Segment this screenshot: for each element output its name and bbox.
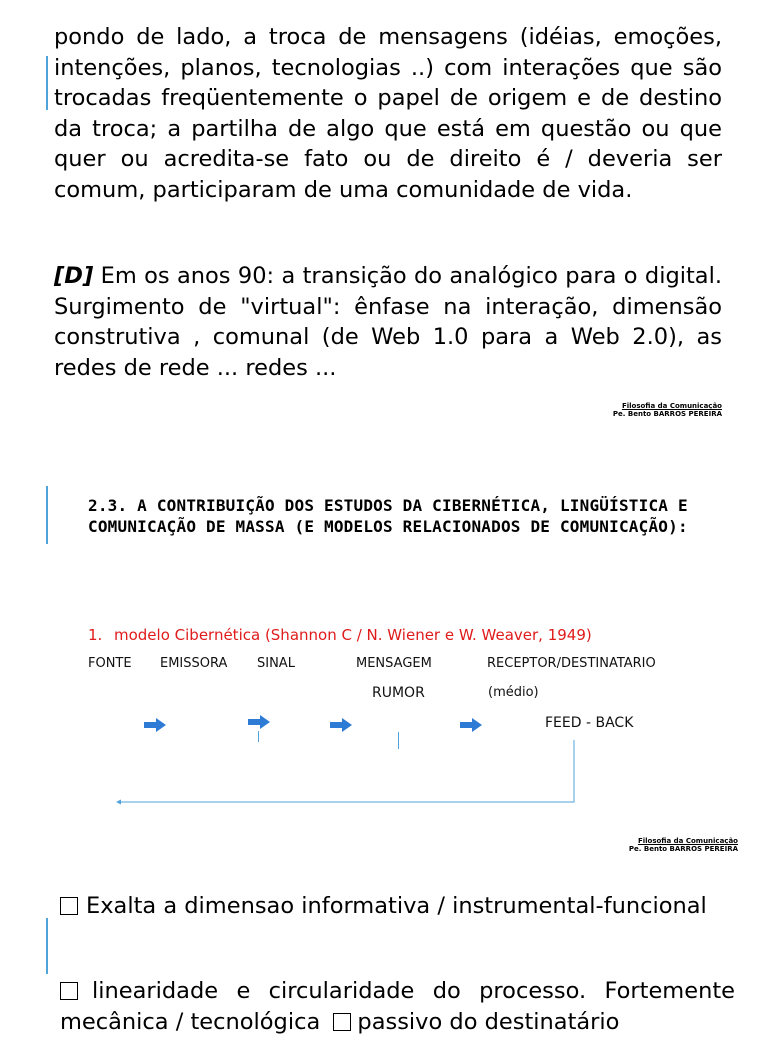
paragraph-communication: pondo de lado, a troca de mensagens (idéias, emoções, intenções, planos, tecnologias ..) com interações que são trocadas freqüentemente o papel de origem e de destino da troca; a partilha de algo que está em questão ou que quer ou acredita-se fato ou de direito é / deveria ser comum, participaram de uma comunidade de vida. xyxy=(54,24,722,203)
credit-block xyxy=(560,402,722,418)
feedback-loop-line xyxy=(110,738,590,810)
label-feedback: FEED - BACK xyxy=(545,715,634,731)
section-title: 2.3. A CONTRIBUIÇÃO DOS ESTUDOS DA CIBERNÉTICA, LINGÜÍSTICA E COMUNICAÇÃO DE MASSA (E MODELOS RELACIONADOS DE COMUNICAÇÃO): xyxy=(88,496,688,536)
checkbox-icon xyxy=(333,1013,351,1031)
label-medio: (médio) xyxy=(488,685,539,700)
label-fonte: FONTE xyxy=(88,656,132,671)
checklist-margin-bar xyxy=(46,918,48,974)
checkbox-icon xyxy=(60,897,78,915)
label-sinal: SINAL xyxy=(257,656,295,671)
checklist-item-text: mecânica / tecnológica xyxy=(60,1008,321,1035)
label-receptor: RECEPTOR/DESTINATARIO xyxy=(487,656,656,671)
arrow-right-icon xyxy=(144,718,166,732)
arrow-right-icon xyxy=(248,715,270,729)
credit-course: Filosofia da Comunicação xyxy=(621,402,722,410)
paragraph-d-tag: [D] xyxy=(54,263,94,289)
arrow-right-icon xyxy=(330,718,352,732)
arrow-right-icon xyxy=(460,718,482,732)
label-rumor: RUMOR xyxy=(372,685,425,701)
paragraph-d-text: Em os anos 90: a transição do analógico para o digital. Surgimento de "virtual": ênfase na interação, dimensão construtiva , comunal (de Web 1.0 para a Web 2.0), as redes de rede ... redes ... xyxy=(54,263,722,381)
checklist-item-text: passivo do destinatário xyxy=(357,1008,620,1035)
model-heading xyxy=(88,626,592,644)
checklist-item-text: linearidade e circularidade do processo. Fortemente xyxy=(92,978,735,1004)
credit-author: Pe. Bento BARROS PEREIRA xyxy=(612,410,722,418)
checklist-item-text: Exalta a dimensao informativa / instrumental-funcional xyxy=(86,893,707,919)
credit-course: Filosofia da Comunicação xyxy=(637,837,738,845)
checklist-item-informativa xyxy=(60,891,735,922)
label-mensagem: MENSAGEM xyxy=(356,656,432,671)
model-number: 1. xyxy=(88,626,103,644)
margin-bar xyxy=(46,56,48,110)
checklist-line-2 xyxy=(60,1007,735,1037)
checklist-line-1 xyxy=(60,976,735,1007)
label-emissora: EMISSORA xyxy=(160,656,228,671)
credit-author: Pe. Bento BARROS PEREIRA xyxy=(628,845,738,853)
paragraph-d xyxy=(54,261,722,383)
section-margin-bar xyxy=(46,486,48,544)
checkbox-icon xyxy=(60,982,78,1000)
credit-block xyxy=(570,837,738,853)
checklist-item-linearidade xyxy=(60,976,735,1037)
model-title: modelo Cibernética (Shannon C / N. Wiener e W. Weaver, 1949) xyxy=(114,626,592,644)
